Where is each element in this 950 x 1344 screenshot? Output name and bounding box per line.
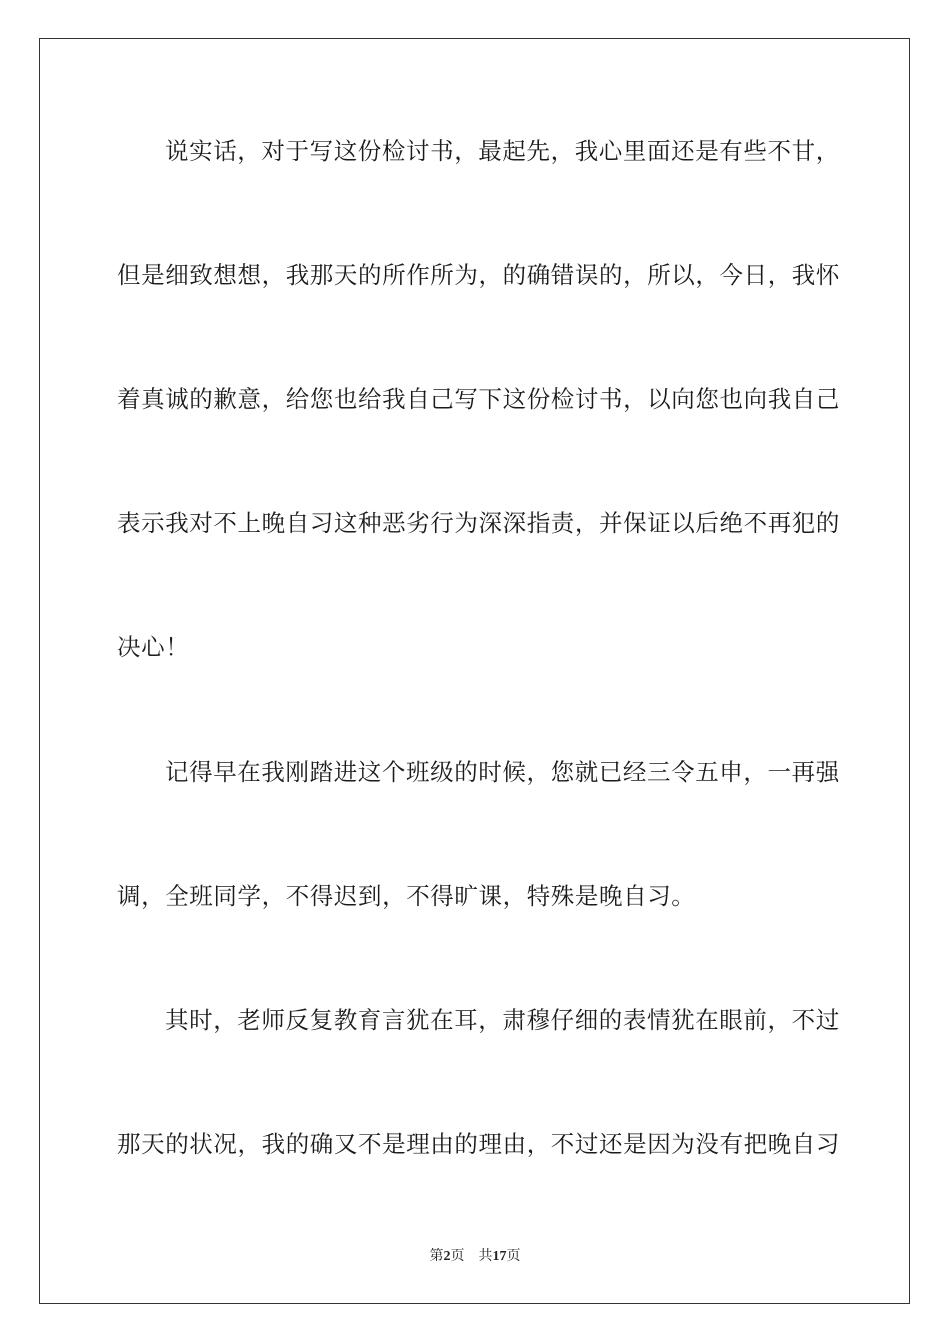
page-frame [39, 38, 910, 1304]
paragraph-2-line-1: 记得早在我刚踏进这个班级的时候，您就已经三令五申，一再强 [165, 758, 840, 786]
page-prefix: 第 [429, 1248, 444, 1264]
current-page-number: 2 [443, 1249, 451, 1264]
paragraph-1-line-2: 但是细致想想，我那天的所作所为，的确错误的，所以，今日，我怀 [117, 261, 840, 289]
paragraph-1-line-1: 说实话，对于写这份检讨书，最起先，我心里面还是有些不甘， [165, 137, 840, 165]
paragraph-1-line-4: 表示我对不上晚自习这种恶劣行为深深指责，并保证以后绝不再犯的 [117, 509, 840, 537]
paragraph-3-line-1: 其时，老师反复教育言犹在耳，肃穆仔细的表情犹在眼前，不过 [165, 1006, 840, 1034]
total-page-count: 17 [492, 1249, 507, 1264]
paragraph-1-line-5: 决心！ [117, 633, 190, 661]
page-unit: 页 [450, 1248, 465, 1264]
total-unit: 页 [506, 1248, 521, 1264]
paragraph-3-line-2: 那天的状况，我的确又不是理由的理由，不过还是因为没有把晚自习 [117, 1130, 840, 1158]
page-number-footer [0, 1246, 950, 1267]
paragraph-2-line-2: 调，全班同学，不得迟到，不得旷课，特殊是晚自习。 [117, 882, 696, 910]
paragraph-1-line-3: 着真诚的歉意，给您也给我自己写下这份检讨书，以向您也向我自己 [117, 385, 840, 413]
total-prefix: 共 [478, 1248, 493, 1264]
